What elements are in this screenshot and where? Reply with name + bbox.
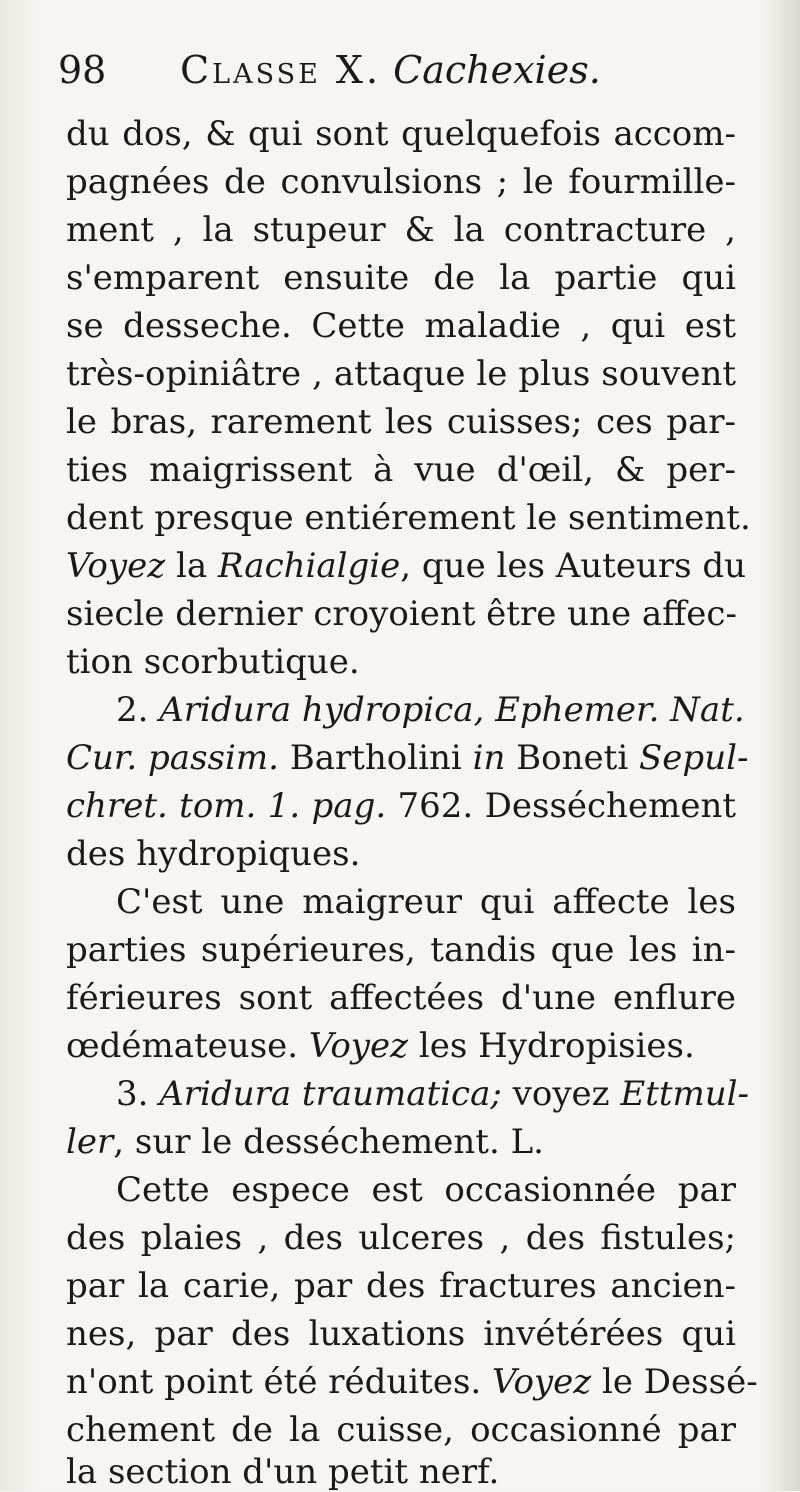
text-line: s'emparent ensuite de la partie qui [66, 258, 736, 298]
text-line: la section d'un petit nerf. [66, 1452, 500, 1492]
text-line: férieures sont affectées d'une enflure [66, 978, 736, 1018]
text-line: pagnées de convulsions ; le fourmille- [66, 162, 736, 202]
class-label: Classe X. [180, 48, 382, 92]
text-line: chement de la cuisse, occasionné par [66, 1410, 736, 1450]
text-line: tion scorbutique. [66, 642, 360, 682]
text-line: des plaies , des ulceres , des fistules; [66, 1218, 736, 1258]
text-line: parties supérieures, tandis que les in- [66, 930, 736, 970]
page-number: 98 [58, 48, 107, 92]
text-line: ler, sur le desséchement. L. [66, 1122, 544, 1162]
text-line: 2. Aridura hydropica, Ephemer. Nat. [116, 690, 745, 730]
text-line: 3. Aridura traumatica; voyez Ettmul- [116, 1074, 750, 1114]
text-line: ties maigrissent à vue d'œil, & per- [66, 450, 736, 490]
text-line: se desseche. Cette maladie , qui est [66, 306, 736, 346]
text-line: du dos, & qui sont quelquefois accom- [66, 114, 736, 154]
text-line: Cette espece est occasionnée par [116, 1170, 736, 1210]
text-line: œdémateuse. Voyez les Hydropisies. [66, 1026, 695, 1066]
text-line: des hydropiques. [66, 834, 361, 874]
text-line: siecle dernier croyoient être une affec- [66, 594, 737, 634]
text-line: n'ont point été réduites. Voyez le Dessé- [66, 1362, 758, 1402]
text-line: chret. tom. 1. pag. 762. Desséchement [66, 786, 736, 826]
text-line: ment , la stupeur & la contracture , [66, 210, 736, 250]
text-line: C'est une maigreur qui affecte les [116, 882, 736, 922]
text-line: par la carie, par des fractures ancien- [66, 1266, 736, 1306]
text-line: nes, par des luxations invétérées qui [66, 1314, 736, 1354]
category-title: Cachexies. [393, 48, 601, 92]
running-header [58, 40, 738, 100]
text-line: dent presque entiérement le sentiment. [66, 498, 751, 538]
text-line: très-opiniâtre , attaque le plus souvent [66, 354, 736, 394]
text-line: Voyez la Rachialgie, que les Auteurs du [66, 546, 747, 586]
text-line: Cur. passim. Bartholini in Boneti Sepul- [66, 738, 749, 778]
text-line: le bras, rarement les cuisses; ces par- [66, 402, 736, 442]
